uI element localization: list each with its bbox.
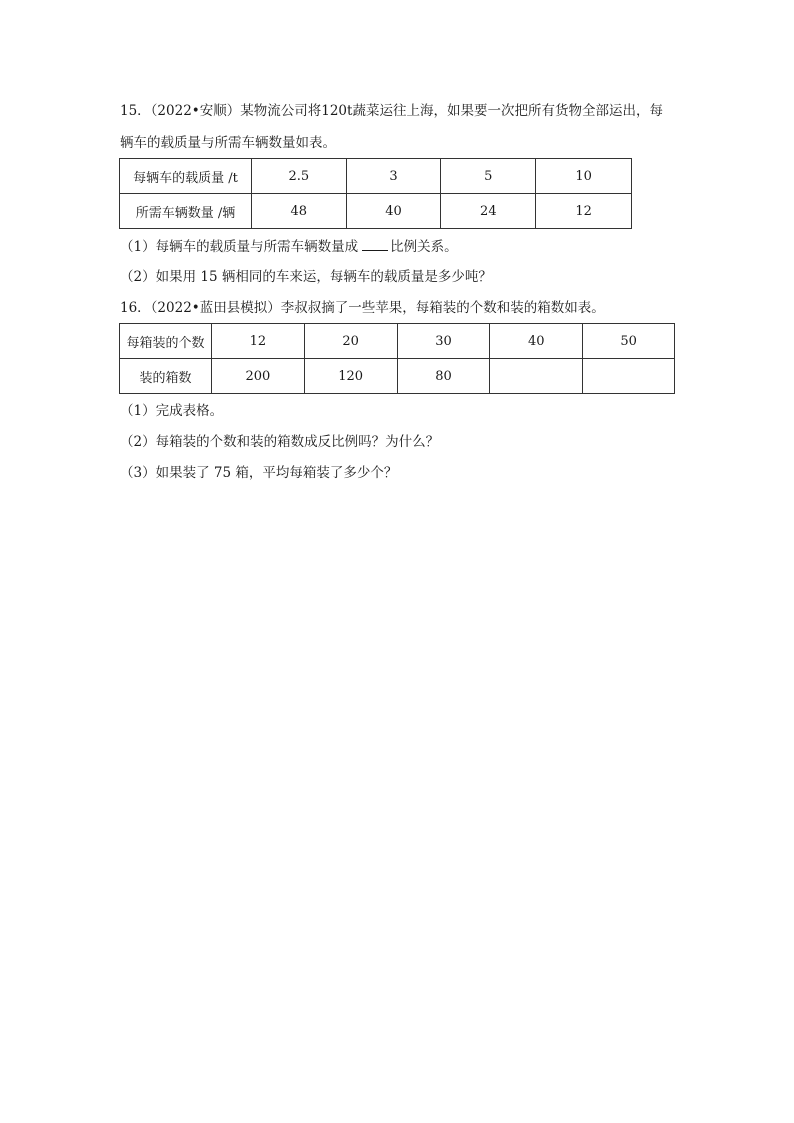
q16-sub3: （3）如果装了 75 箱，平均每箱装了多少个？: [120, 465, 398, 481]
answer-blank[interactable]: [362, 236, 388, 251]
q16-table: [119, 323, 675, 394]
q16-cell: 40: [490, 324, 583, 359]
q16-cell: 80: [397, 359, 490, 394]
q15-sub1-text-before: （1）每辆车的载质量与所需车辆数量成: [120, 239, 359, 255]
q15-table: [119, 158, 632, 229]
q15-row-header: 所需车辆数量 /辆: [120, 194, 252, 229]
q15-cell: 5: [441, 159, 536, 194]
q16-empty-cell[interactable]: [490, 359, 583, 394]
q16-row-boxes: [120, 359, 675, 394]
q16-cell: 20: [304, 324, 397, 359]
q16-empty-cell[interactable]: [583, 359, 675, 394]
q15-cell: 24: [441, 194, 536, 229]
q16-row-header: 装的箱数: [120, 359, 212, 394]
q15-stem-line2: 辆车的载质量与所需车辆数量如表。: [120, 135, 336, 151]
q16-sub1: （1）完成表格。: [120, 403, 224, 419]
q15-row-count: [120, 194, 632, 229]
q16-cell: 12: [211, 324, 304, 359]
q15-cell: 48: [251, 194, 346, 229]
q15-row-load: [120, 159, 632, 194]
q15-cell: 10: [536, 159, 632, 194]
q16-cell: 50: [583, 324, 675, 359]
q15-cell: 3: [346, 159, 441, 194]
q15-cell: 2.5: [251, 159, 346, 194]
q15-stem-line1: 15．（2022•安顺）某物流公司将120t蔬菜运往上海，如果要一次把所有货物全部运出，每: [120, 103, 663, 119]
q15-sub1: [120, 236, 458, 257]
q16-cell: 120: [304, 359, 397, 394]
q15-cell: 12: [536, 194, 632, 229]
q15-sub1-text-after: 比例关系。: [390, 239, 458, 255]
q16-cell: 200: [211, 359, 304, 394]
q15-row-header: 每辆车的载质量 /t: [120, 159, 252, 194]
q16-row-header: 每箱装的个数: [120, 324, 212, 359]
q16-sub2: （2）每箱装的个数和装的箱数成反比例吗？为什么？: [120, 434, 440, 450]
q15-cell: 40: [346, 194, 441, 229]
q15-sub2: （2）如果用 15 辆相同的车来运，每辆车的载质量是多少吨？: [120, 269, 492, 285]
q16-stem: 16．（2022•蓝田县模拟）李叔叔摘了一些苹果，每箱装的个数和装的箱数如表。: [120, 300, 605, 316]
q16-cell: 30: [397, 324, 490, 359]
q16-row-per-box: [120, 324, 675, 359]
